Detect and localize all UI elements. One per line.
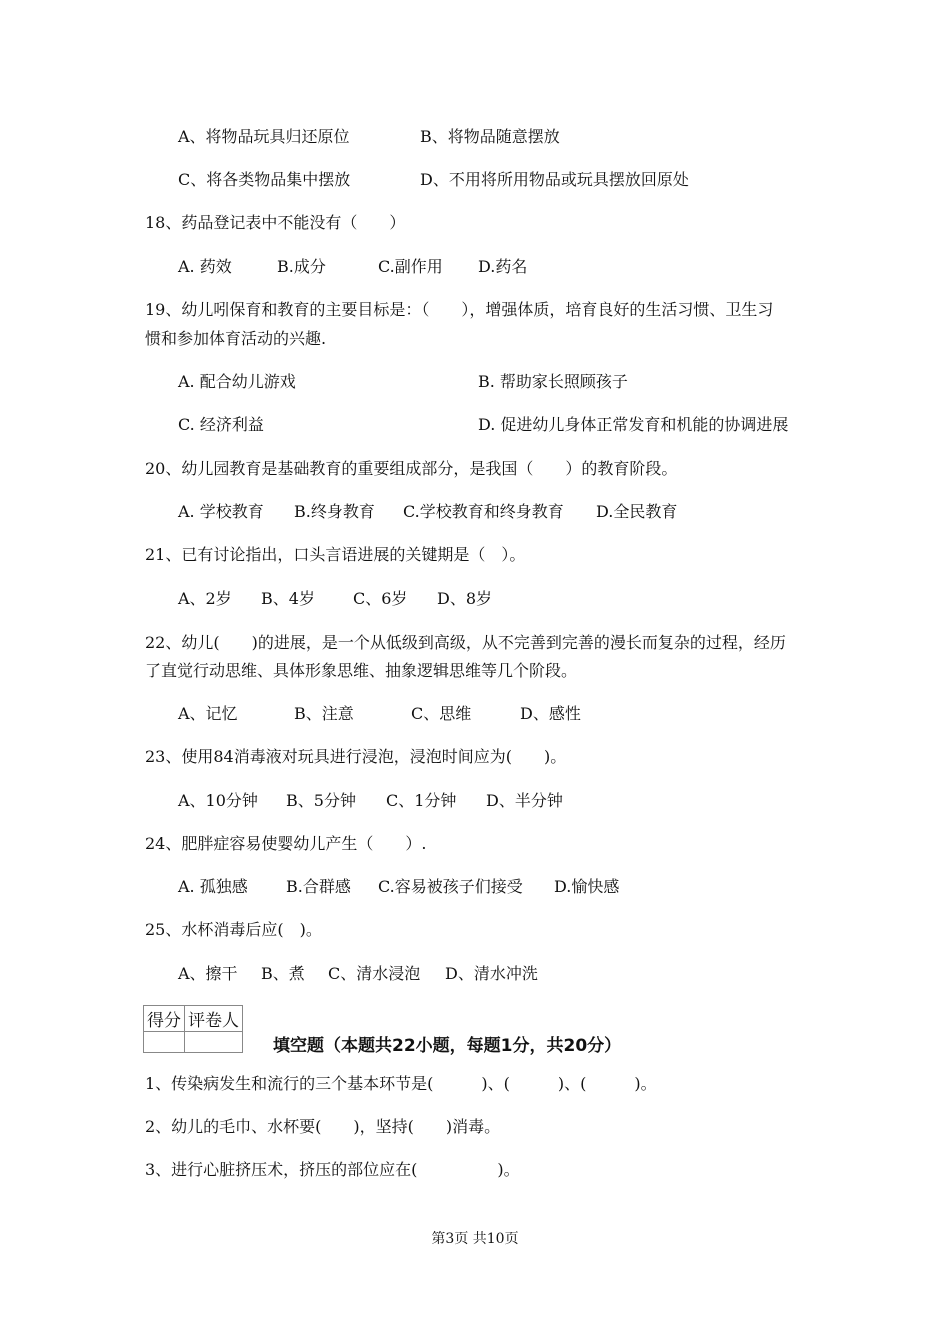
q19-stem-line2: 惯和参加体育活动的兴趣. — [145, 329, 327, 348]
score-label: 得分 — [144, 1006, 185, 1032]
q25-option-d: D、清水冲洗 — [445, 964, 538, 983]
q24-option-d: D.愉快感 — [554, 877, 620, 896]
q17-option-a: A、将物品玩具归还原位 — [178, 127, 350, 146]
q25-option-c: C、清水浸泡 — [328, 964, 421, 983]
q24-option-c: C.容易被孩子们接受 — [378, 877, 523, 896]
q24-stem: 24、肥胖症容易使婴幼儿产生（ ）. — [145, 834, 427, 853]
q21-option-d: D、8岁 — [437, 589, 493, 608]
q19-option-d: D. 促进幼儿身体正常发育和机能的协调进展 — [478, 415, 789, 434]
q24-option-a: A. 孤独感 — [178, 877, 248, 896]
q22-option-c: C、思维 — [411, 704, 472, 723]
q23-option-d: D、半分钟 — [486, 791, 563, 810]
fill-question-2: 2、幼儿的毛巾、水杯要( )，坚持( )消毒。 — [145, 1117, 501, 1136]
q21-option-c: C、6岁 — [353, 589, 408, 608]
q25-stem: 25、水杯消毒后应( )。 — [145, 920, 322, 939]
q23-option-a: A、10分钟 — [178, 791, 258, 810]
fill-question-3: 3、进行心脏挤压术，挤压的部位应在( )。 — [145, 1160, 520, 1179]
q23-option-b: B、5分钟 — [286, 791, 356, 810]
q20-option-d: D.全民教育 — [596, 502, 678, 521]
q18-option-d: D.药名 — [478, 257, 528, 276]
q21-stem: 21、已有讨论指出，口头言语进展的关键期是（ ）。 — [145, 545, 526, 564]
q20-stem: 20、幼儿园教育是基础教育的重要组成部分，是我国（ ）的教育阶段。 — [145, 459, 678, 478]
reviewer-cell — [185, 1032, 243, 1053]
q19-option-c: C. 经济利益 — [178, 415, 264, 434]
q18-option-a: A. 药效 — [178, 257, 232, 276]
q18-stem: 18、药品登记表中不能没有（ ） — [145, 213, 406, 232]
q21-option-b: B、4岁 — [261, 589, 315, 608]
q17-option-b: B、将物品随意摆放 — [420, 127, 560, 146]
q22-option-d: D、感性 — [520, 704, 581, 723]
q18-option-c: C.副作用 — [378, 257, 443, 276]
q20-option-c: C.学校教育和终身教育 — [403, 502, 564, 521]
q19-stem-line1: 19、幼儿吲保育和教育的主要目标是：（ ），增强体质，培育良好的生活习惯、卫生习 — [145, 300, 774, 319]
q19-option-b: B. 帮助家长照顾孩子 — [478, 372, 628, 391]
q21-option-a: A、2岁 — [178, 589, 232, 608]
q22-option-a: A、记忆 — [178, 704, 238, 723]
q23-stem: 23、使用84消毒液对玩具进行浸泡，浸泡时间应为( )。 — [145, 747, 567, 766]
page-footer: 第3页 共10页 — [431, 1231, 519, 1247]
q22-stem-line1: 22、幼儿( )的进展，是一个从低级到高级，从不完善到完善的漫长而复杂的过程，经历 — [145, 633, 786, 652]
fill-question-1: 1、传染病发生和流行的三个基本环节是( )、( )、( )。 — [145, 1074, 657, 1093]
q20-option-a: A. 学校教育 — [178, 502, 264, 521]
reviewer-label: 评卷人 — [185, 1006, 243, 1032]
q17-option-d: D、不用将所用物品或玩具摆放回原处 — [420, 170, 689, 189]
score-cell — [144, 1032, 185, 1053]
q18-option-b: B.成分 — [277, 257, 326, 276]
score-box — [143, 1005, 243, 1053]
q22-stem-line2: 了直觉行动思维、具体形象思维、抽象逻辑思维等几个阶段。 — [145, 661, 578, 680]
q20-option-b: B.终身教育 — [294, 502, 375, 521]
q25-option-a: A、擦干 — [178, 964, 238, 983]
q17-option-c: C、将各类物品集中摆放 — [178, 170, 351, 189]
q19-option-a: A. 配合幼儿游戏 — [178, 372, 296, 391]
q24-option-b: B.合群感 — [286, 877, 351, 896]
section-title: 填空题（本题共22小题，每题1分，共20分） — [273, 1036, 622, 1056]
q25-option-b: B、煮 — [261, 964, 305, 983]
q22-option-b: B、注意 — [294, 704, 354, 723]
q23-option-c: C、1分钟 — [386, 791, 457, 810]
